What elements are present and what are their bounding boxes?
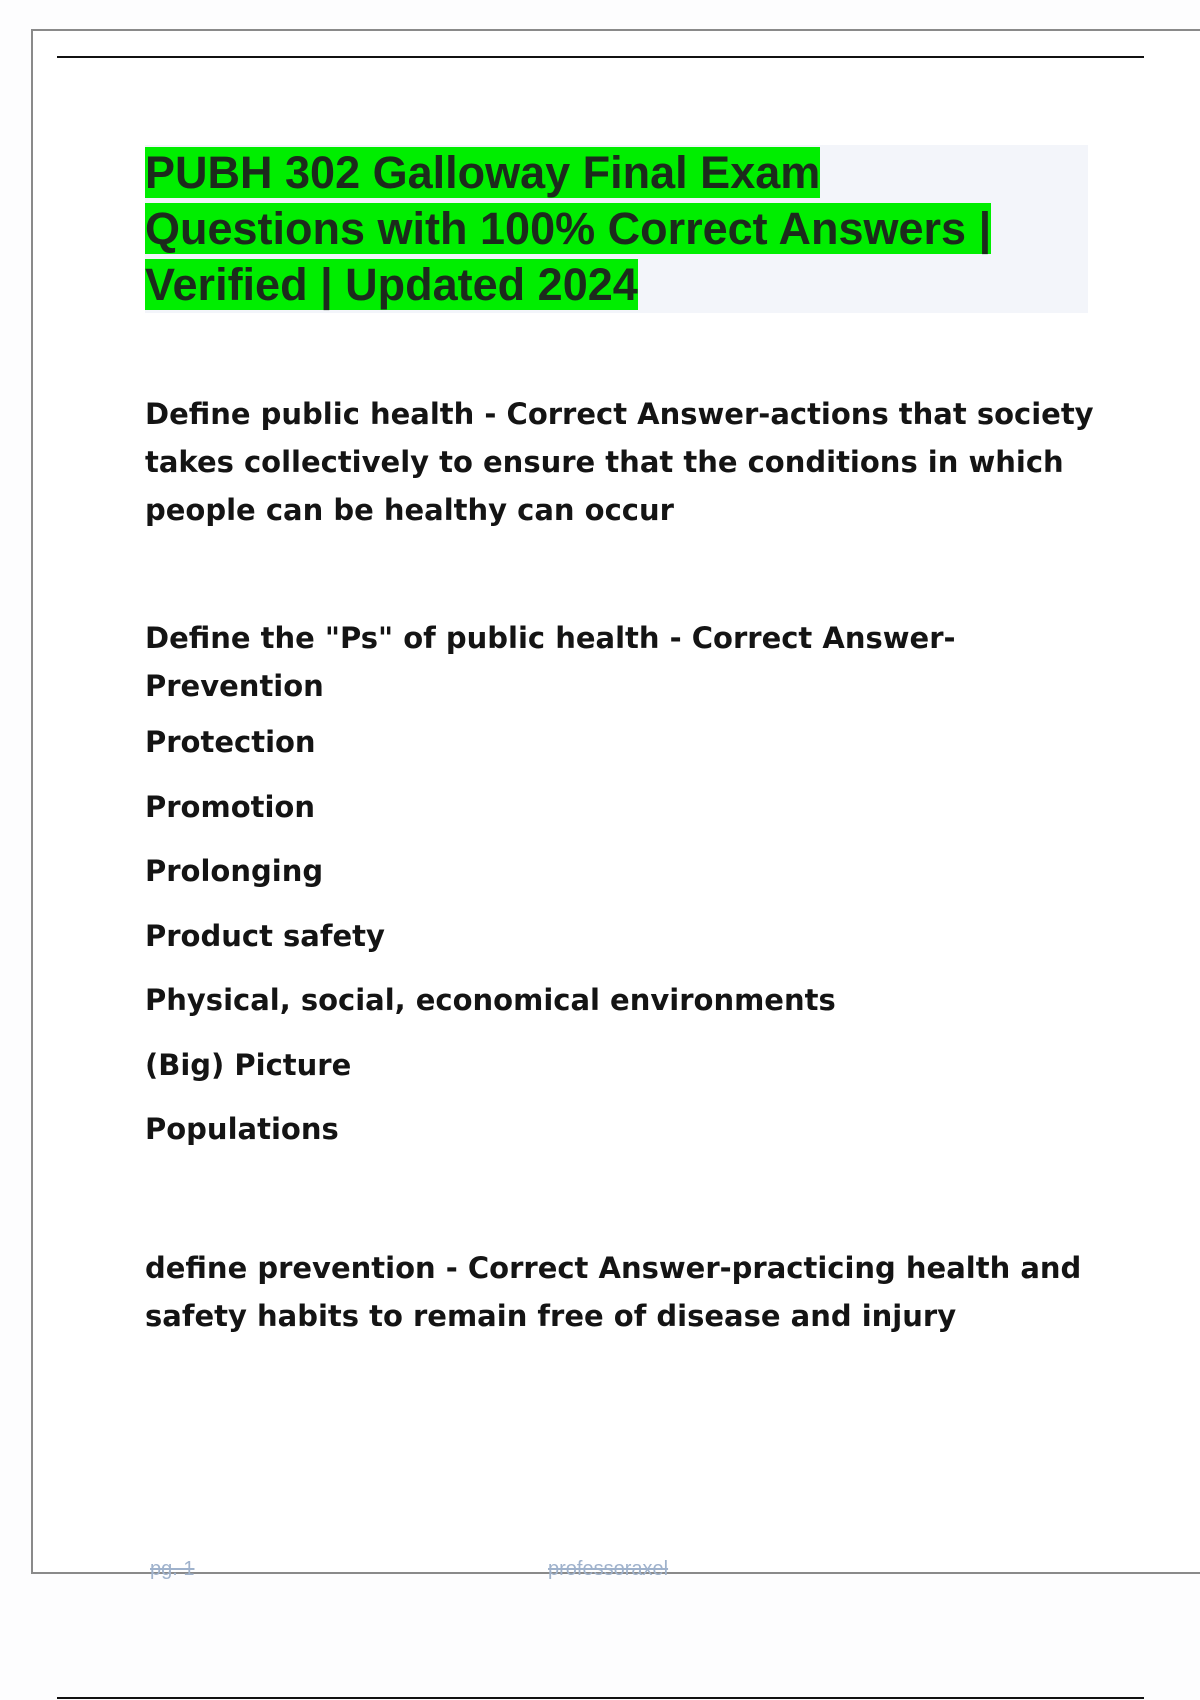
document-body <box>145 390 1105 1340</box>
title-line-2: Questions with 100% Correct Answers | <box>145 203 992 254</box>
list-item: Protection <box>145 725 316 759</box>
author-name: professoraxel <box>548 1558 669 1580</box>
question-public-health: Define public health - Correct Answer-actions that society takes collectively to ensure that the conditions in which people can be healthy can occur <box>145 397 1094 527</box>
ps-list <box>145 710 1105 1162</box>
page-number: pg. 1 <box>150 1558 195 1580</box>
footer-rule <box>57 1697 1144 1699</box>
list-item: Product safety <box>145 918 385 953</box>
document-title <box>145 145 1085 313</box>
title-line-3: Verified | Updated 2024 <box>145 259 638 310</box>
question-prevention: define prevention - Correct Answer-practicing health and safety habits to remain free of disease and injury <box>145 1250 1082 1333</box>
title-line-1: PUBH 302 Galloway Final Exam <box>145 147 821 198</box>
header-rule <box>57 56 1144 58</box>
list-item: Prolonging <box>145 854 324 888</box>
list-item: Populations <box>145 1112 339 1146</box>
question-ps-of-public-health: Define the "Ps" of public health - Correct Answer-Prevention <box>145 621 956 703</box>
list-item: Promotion <box>145 789 315 824</box>
list-item: (Big) Picture <box>145 1047 352 1082</box>
list-item: Physical, social, economical environments <box>145 983 836 1017</box>
